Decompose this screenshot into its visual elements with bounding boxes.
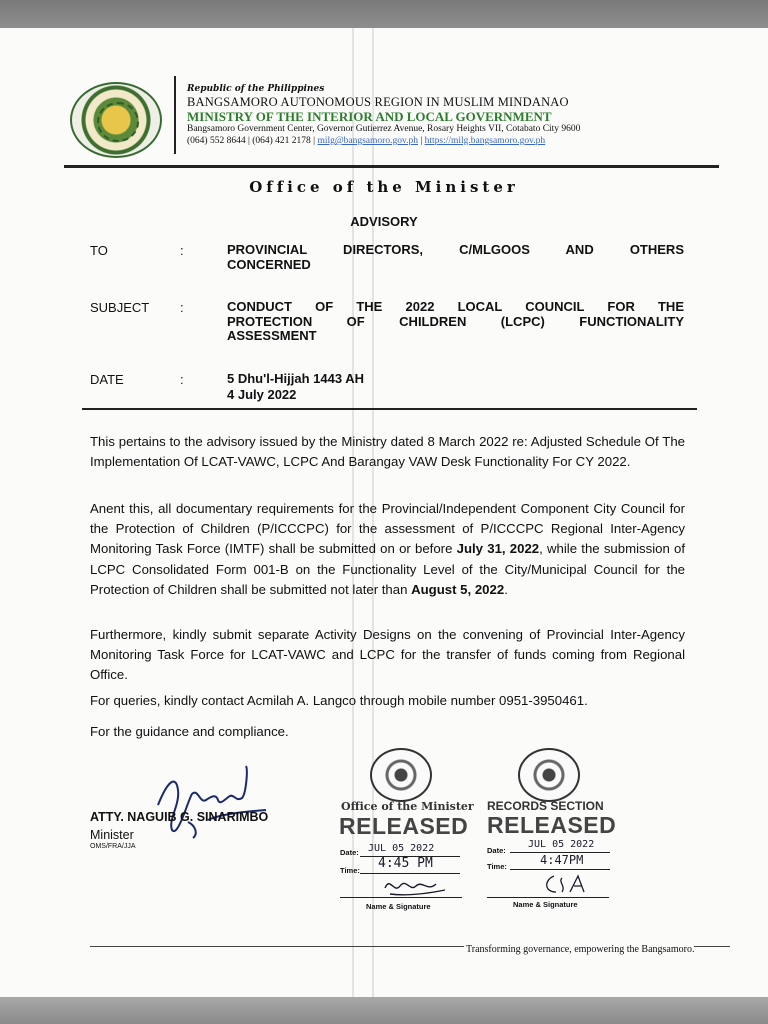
stamp-seal-icon	[518, 748, 580, 802]
stamp-time-value: 4:47PM	[540, 853, 584, 867]
deadline-1: July 31, 2022	[456, 541, 540, 557]
scan-top-border	[0, 0, 768, 30]
stamp-date-label: Date:	[487, 846, 506, 855]
stamp-date-value: JUL 05 2022	[528, 839, 595, 850]
scan-bottom-border	[0, 997, 768, 1024]
stamp-date-label: Date:	[340, 848, 359, 857]
paragraph-3: Furthermore, kindly submit separate Activity Designs on the convening of Provincial Inter-Agency Monitoring Task Force for LCAT-VAWC and LCPC for the transfer of funds coming from Regional Office.	[90, 627, 685, 683]
region-line: BANGSAMORO AUTONOMOUS REGION IN MUSLIM MINDANAO	[187, 95, 569, 109]
header-divider	[174, 76, 176, 154]
stamp-released-label: RELEASED	[339, 813, 469, 839]
to-line-2: CONCERNED	[227, 257, 311, 272]
stamp-initials-signature	[540, 872, 600, 898]
to-colon: :	[180, 243, 184, 258]
office-title: Office of the Minister	[249, 178, 519, 196]
date-hijri: 5 Dhu'l-Hijjah 1443 AH	[227, 371, 364, 386]
reference-code: OMS/FRA/JJA	[90, 843, 136, 850]
stamp-office-label: RECORDS SECTION	[487, 799, 604, 813]
stamp-sign-label: Name & Signature	[366, 902, 431, 911]
to-line-1: PROVINCIAL DIRECTORS, C/MLGOOS AND OTHERS	[227, 242, 684, 257]
address-line: Bangsamoro Government Center, Governor Gutierrez Avenue, Rosary Heights VII, Cotabato City 9600	[187, 124, 581, 134]
date-colon: :	[180, 372, 184, 387]
stamp-office-label: Office of the Minister	[341, 800, 474, 813]
subject-line-2: PROTECTION OF CHILDREN (LCPC) FUNCTIONALITY	[227, 314, 684, 329]
stamp-released-label: RELEASED	[487, 812, 617, 838]
stamp-sign-label: Name & Signature	[513, 900, 578, 909]
header-rule	[64, 165, 719, 168]
footer-tagline: Transforming governance, empowering the Bangsamoro.	[466, 944, 695, 955]
stamp-seal-icon	[370, 748, 432, 802]
memo-rule	[82, 408, 697, 410]
signatory-title: Minister	[90, 828, 134, 842]
date-label: DATE	[90, 372, 124, 387]
paragraph-5: For the guidance and compliance.	[90, 724, 289, 739]
deadline-2: August 5, 2022	[411, 581, 505, 597]
paragraph-1: This pertains to the advisory issued by the Ministry dated 8 March 2022 re: Adjusted Schedule Of The Implementation Of LCAT-VAWC, LCPC And Barangay VAW Desk Functionality For CY 2022.	[90, 434, 685, 470]
email-link[interactable]: milg@bangsamoro.gov.ph	[317, 136, 418, 146]
to-label: TO	[90, 243, 108, 258]
ministry-name: MINISTRY OF THE INTERIOR AND LOCAL GOVERNMENT	[187, 109, 552, 124]
signatory-name: ATTY. NAGUIB G. SINARIMBO	[90, 810, 269, 824]
subject-label: SUBJECT	[90, 300, 150, 315]
phone-numbers: (064) 552 8644 | (064) 421 2178 |	[187, 136, 316, 146]
subject-line-1: CONDUCT OF THE 2022 LOCAL COUNCIL FOR THE	[227, 299, 684, 314]
stamp-time-value: 4:45 PM	[378, 856, 433, 871]
handwritten-signature	[148, 760, 288, 840]
paragraph-2: Anent this, all documentary requirements for the Provincial/Independent Component City Council for the Protection of Children (P/ICCCPC) for the assessment of P/ICCCPC Regional Inter-Agency Monitoring Task Force (IMTF) shall be submitted on or before July 31, 2022, while the submission of LCPC Consolidated Form 001-B on the Functionality Level of the City/Municipal Council for the Protection of Children shall be submitted not later than August 5, 2022.	[90, 501, 686, 597]
subject-line-3: ASSESSMENT	[227, 328, 317, 343]
subject-colon: :	[180, 300, 184, 315]
stamp-time-label: Time:	[487, 862, 507, 871]
date-gregorian: 4 July 2022	[227, 387, 297, 402]
document-type: ADVISORY	[350, 214, 418, 229]
stamp-initials-signature	[380, 874, 450, 898]
website-link[interactable]: https://milg.bangsamoro.gov.ph	[424, 136, 546, 146]
milg-seal-logo	[70, 82, 162, 158]
republic-line: Republic of the Philippines	[187, 84, 325, 94]
stamp-date-value: JUL 05 2022	[368, 843, 435, 854]
stamp-time-label: Time:	[340, 866, 360, 875]
contact-line: (064) 552 8644 | (064) 421 2178 | milg@bangsamoro.gov.ph | https://milg.bangsamoro.gov.ph	[187, 136, 546, 146]
paragraph-4: For queries, kindly contact Acmilah A. Langco through mobile number 0951-3950461.	[90, 693, 588, 708]
